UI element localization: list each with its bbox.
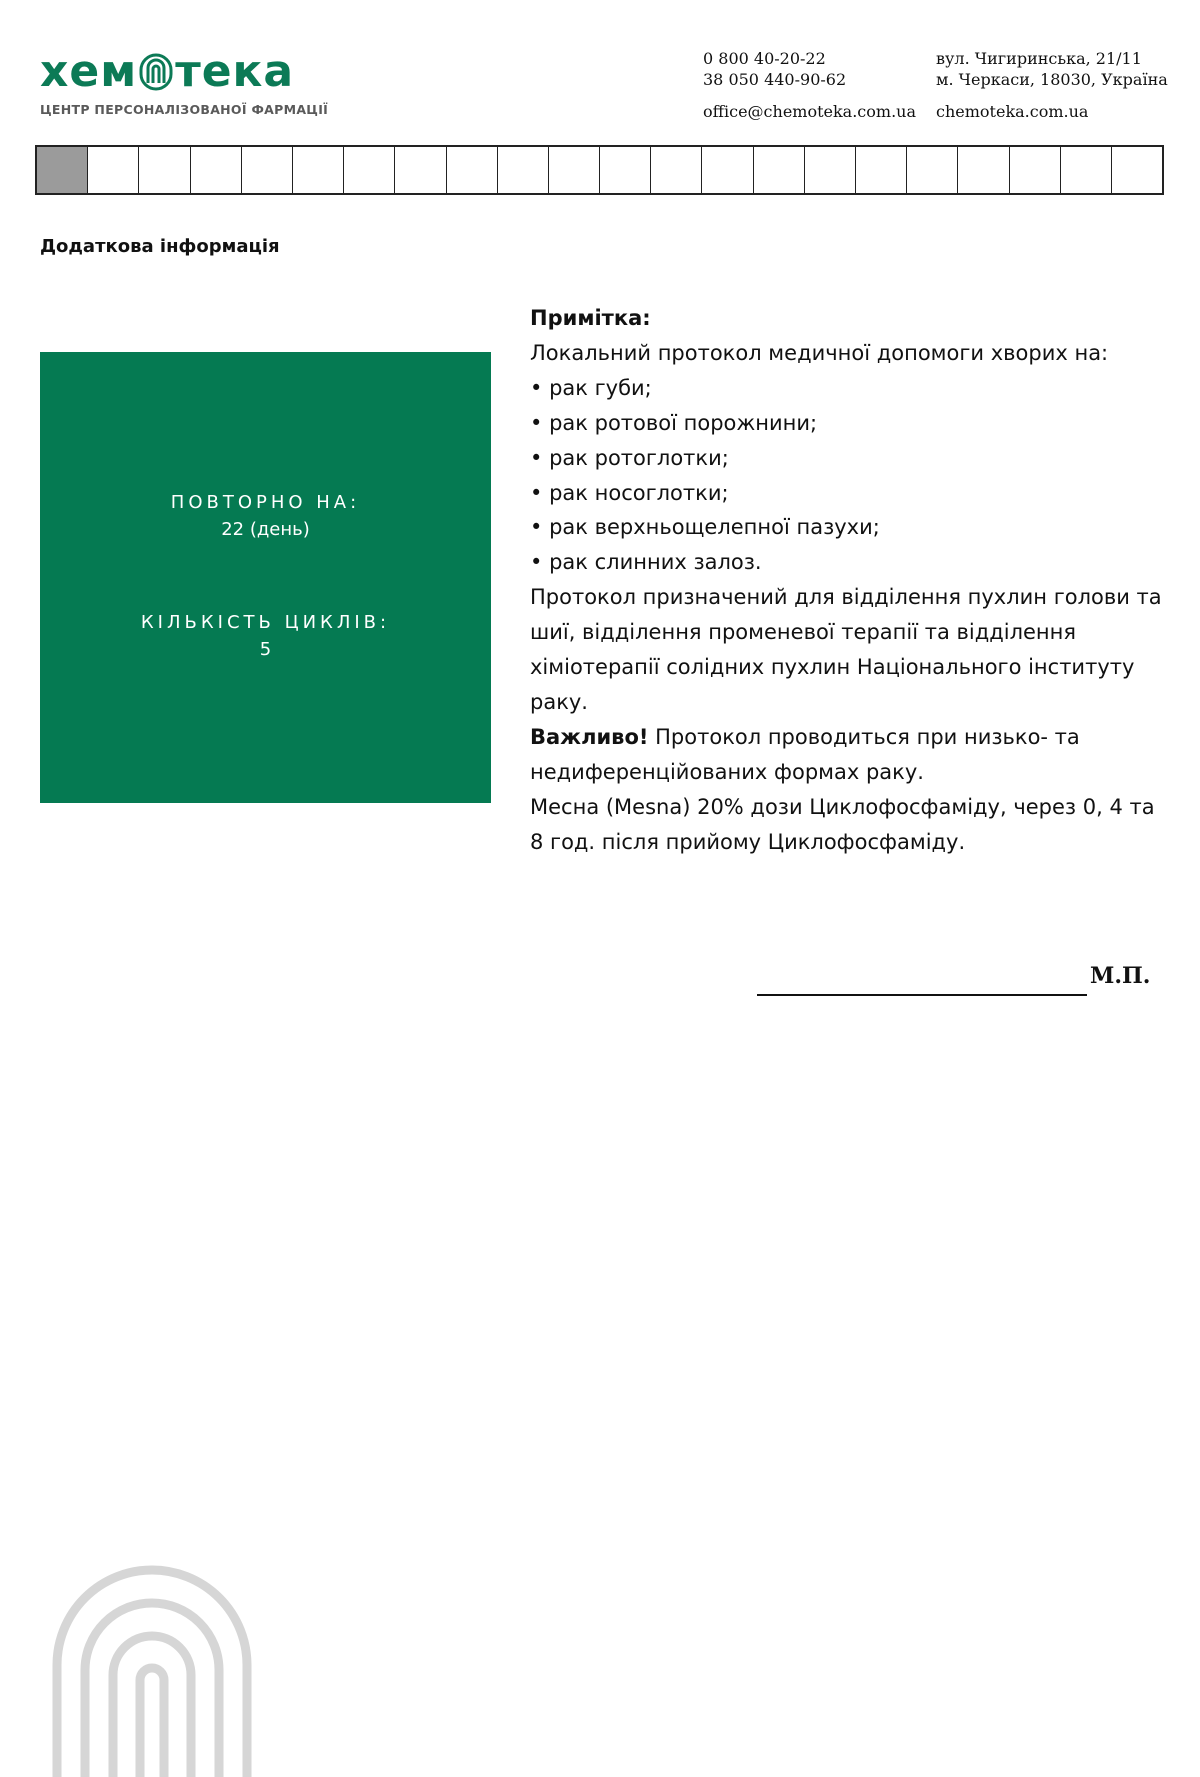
section-title: Додаткова інформація <box>40 236 280 257</box>
phone-1[interactable]: 0 800 40-20-22 <box>703 49 826 68</box>
schedule-box <box>40 352 491 803</box>
cycle-cell <box>344 147 395 193</box>
logo-subtitle: ЦЕНТР ПЕРСОНАЛІЗОВАНОЇ ФАРМАЦІЇ <box>40 102 329 117</box>
cycles-value: 5 <box>259 639 272 660</box>
fingerprint-icon <box>139 53 173 91</box>
note-important <box>530 720 1170 790</box>
cycle-cell <box>395 147 446 193</box>
logo-text-right: тека <box>175 46 295 97</box>
signature-line <box>757 994 1087 996</box>
list-item: • рак губи; <box>530 371 1170 406</box>
cycle-cell <box>1112 147 1162 193</box>
cycle-cell <box>139 147 190 193</box>
logo-wordmark <box>40 48 328 96</box>
repeat-block <box>40 492 491 540</box>
repeat-label: ПОВТОРНО НА: <box>170 492 361 513</box>
important-text: Протокол проводиться при низько- та недиференційованих формах раку. <box>530 724 1080 784</box>
website[interactable]: chemoteka.com.ua <box>936 102 1089 121</box>
list-item: • рак слинних залоз. <box>530 545 1170 580</box>
cycle-cell <box>1061 147 1112 193</box>
fingerprint-watermark-icon <box>45 1560 260 1777</box>
note-purpose: Протокол призначений для відділення пухлин голови та шиї, відділення променевої терапії та відділення хіміотерапії солідних пухлин Національного інституту раку. <box>530 585 1162 714</box>
note-mesna: Месна (Mesna) 20% дози Циклофосфаміду, через 0, 4 та 8 год. після прийому Циклофосфаміду. <box>530 794 1155 854</box>
cycle-cell <box>191 147 242 193</box>
cycle-cell <box>1010 147 1061 193</box>
email[interactable]: office@chemoteka.com.ua <box>703 102 916 121</box>
list-item: • рак верхньощелепної пазухи; <box>530 510 1170 545</box>
cycles-label: КІЛЬКІСТЬ ЦИКЛІВ: <box>140 612 391 633</box>
note-intro: Локальний протокол медичної допомоги хворих на: <box>530 340 1109 365</box>
cycle-cell <box>702 147 753 193</box>
address <box>936 48 1168 90</box>
address-line-1: вул. Чигиринська, 21/11 <box>936 49 1142 68</box>
stamp-label: М.П. <box>1090 963 1151 989</box>
logo <box>40 48 328 117</box>
cycle-cell <box>958 147 1009 193</box>
cycle-cell <box>37 147 88 193</box>
cycles-block <box>40 612 491 660</box>
phones <box>703 48 846 90</box>
cycle-cell <box>907 147 958 193</box>
diagnosis-list <box>530 371 1170 580</box>
cycle-cell <box>447 147 498 193</box>
cycle-cell <box>754 147 805 193</box>
note <box>530 301 1170 860</box>
cycle-progress-strip <box>35 145 1164 195</box>
cycle-cell <box>88 147 139 193</box>
list-item: • рак ротової порожнини; <box>530 406 1170 441</box>
cycle-cell <box>293 147 344 193</box>
cycle-cell <box>651 147 702 193</box>
cycle-cell <box>600 147 651 193</box>
logo-text-left: хем <box>40 46 138 97</box>
important-label: Важливо! <box>530 724 649 749</box>
phone-2[interactable]: 38 050 440-90-62 <box>703 70 847 89</box>
cycle-cell <box>805 147 856 193</box>
cycle-cell <box>498 147 549 193</box>
cycle-cell <box>242 147 293 193</box>
cycle-cell <box>549 147 600 193</box>
repeat-value: 22 (день) <box>221 519 310 540</box>
cycle-cell <box>856 147 907 193</box>
address-line-2: м. Черкаси, 18030, Україна <box>936 70 1168 89</box>
list-item: • рак ротоглотки; <box>530 441 1170 476</box>
note-heading: Примітка: <box>530 306 651 330</box>
list-item: • рак носоглотки; <box>530 476 1170 511</box>
